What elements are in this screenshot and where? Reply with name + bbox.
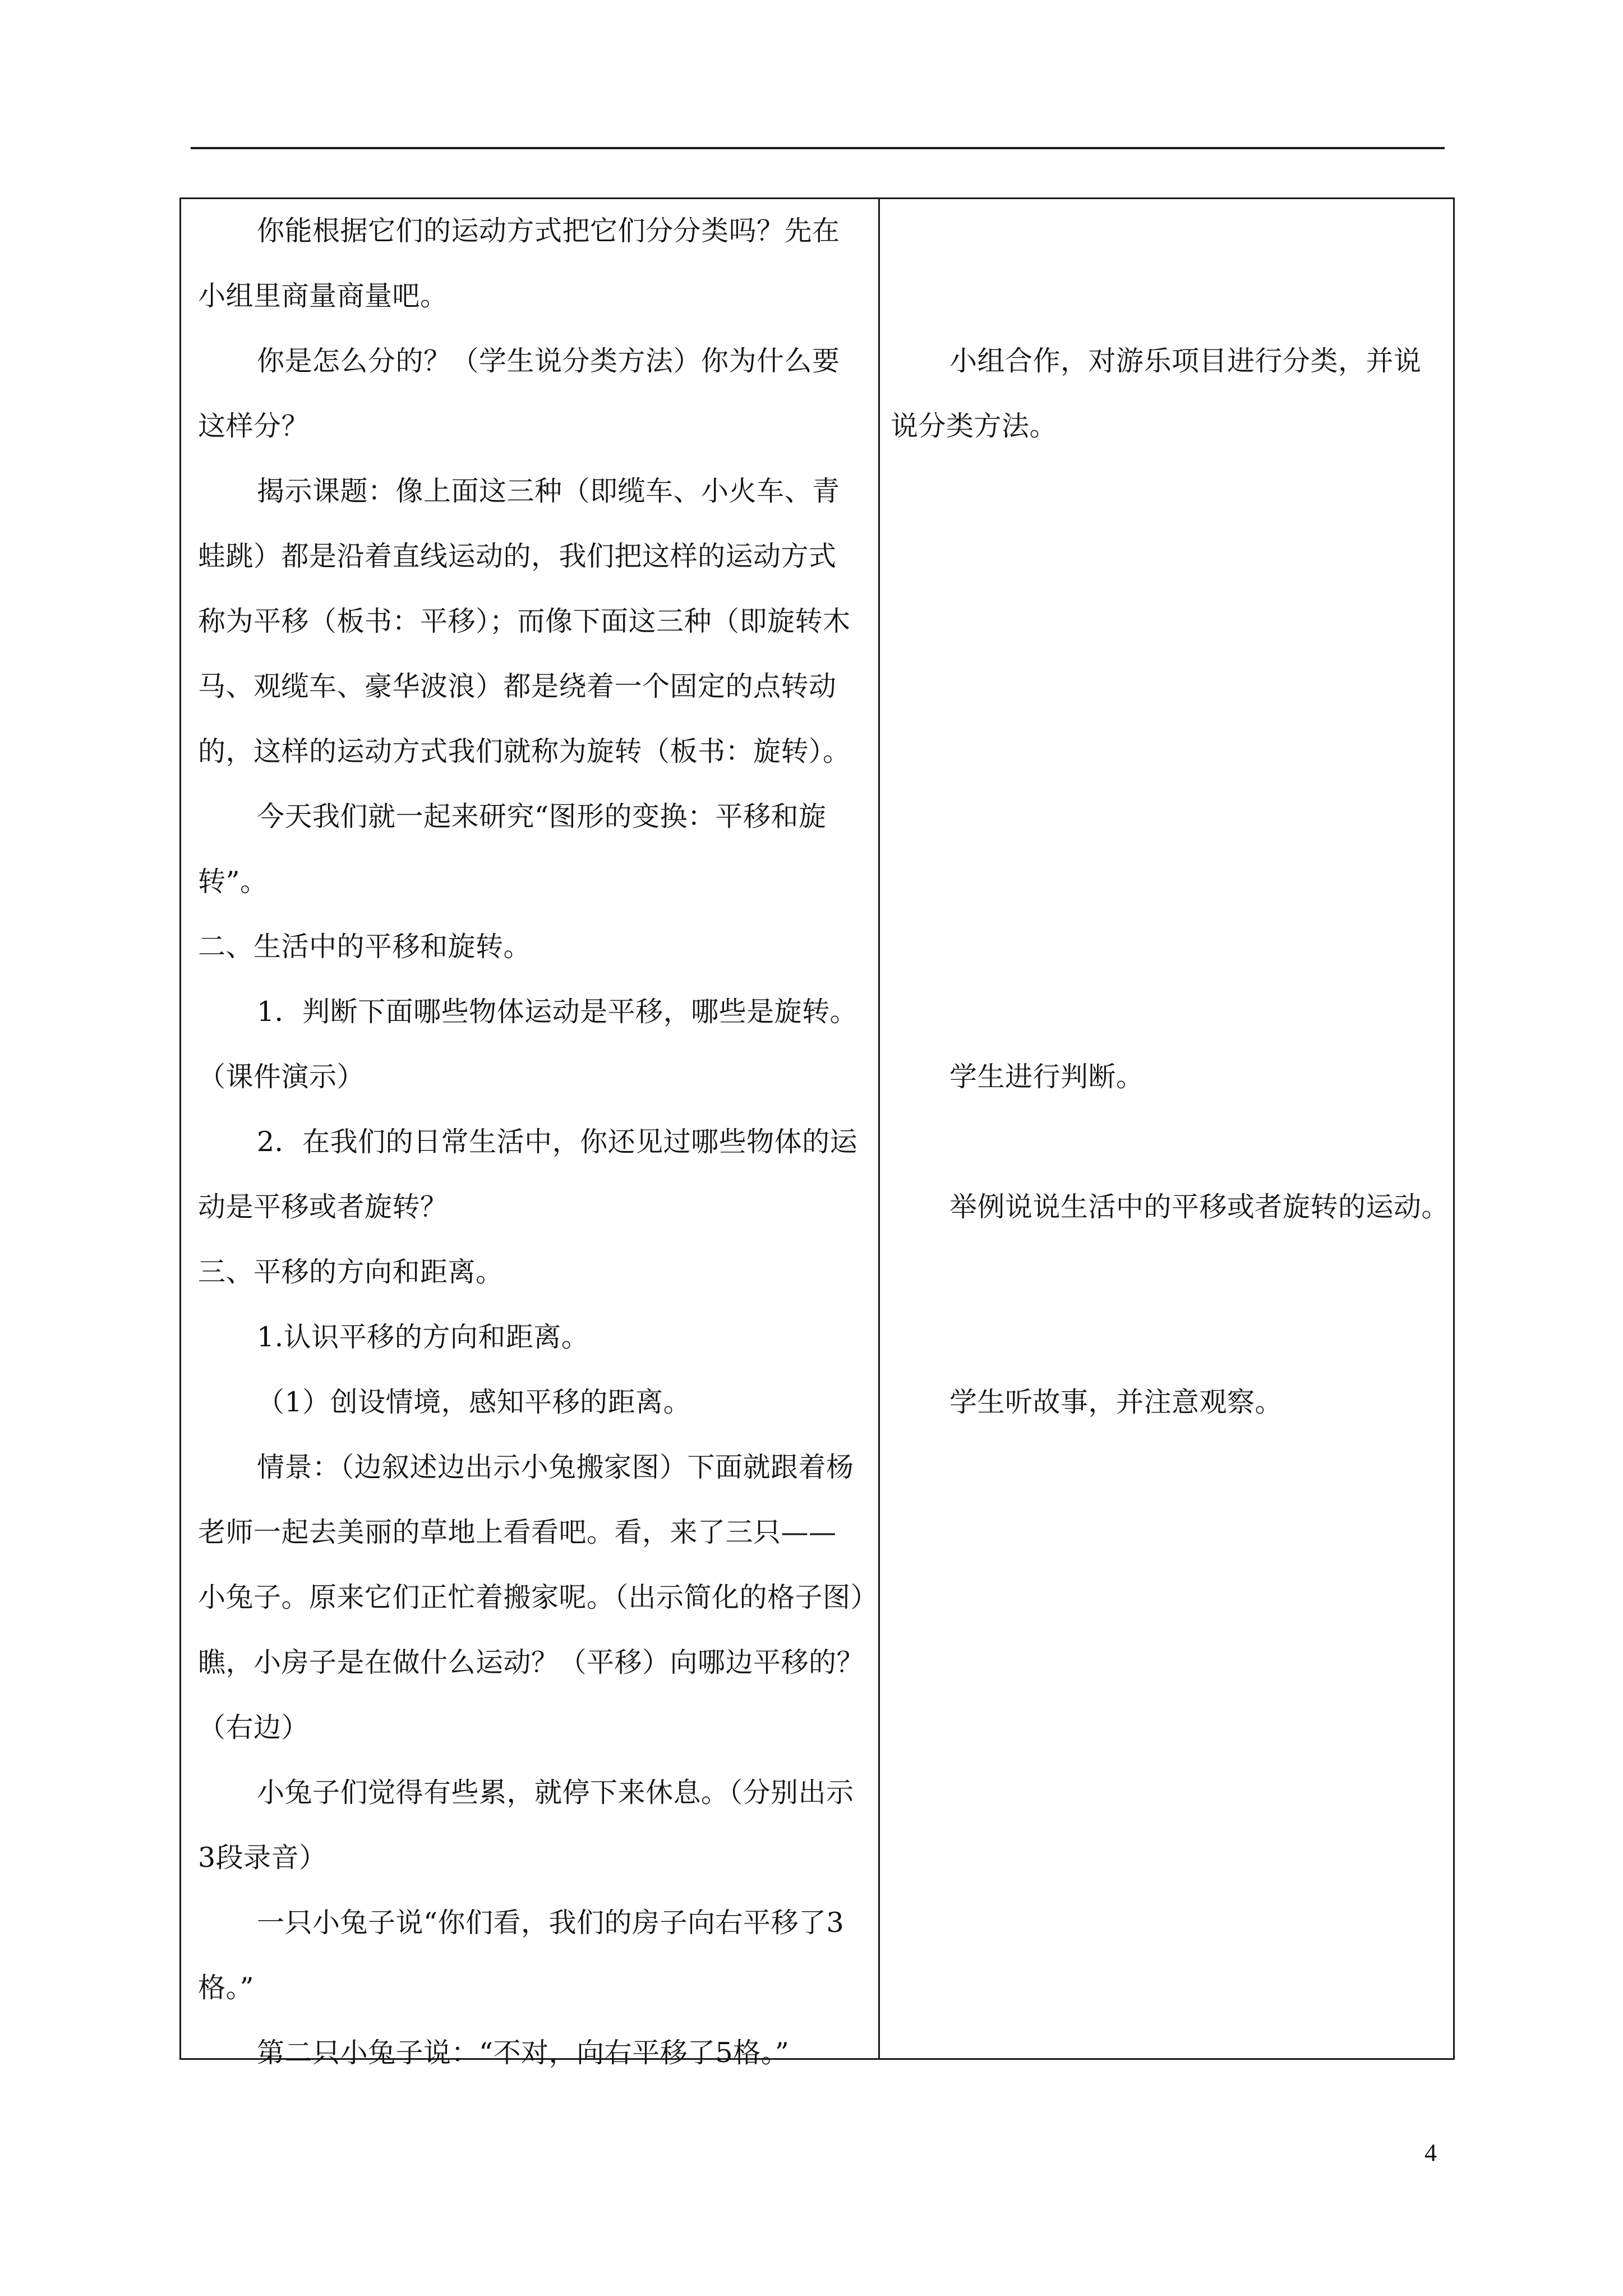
- text-line: 转”。: [198, 866, 268, 898]
- text-line: 瞧，小房子是在做什么运动？（平移）向哪边平移的？: [198, 1646, 865, 1678]
- text-line: 第二只小兔子说：“不对，向右平移了5格。”: [257, 2037, 790, 2069]
- text-line: 小兔子。原来它们正忙着搬家呢。（出示简化的格子图）: [198, 1581, 879, 1613]
- text-line: 今天我们就一起来研究“图形的变换：平移和旋: [257, 800, 827, 832]
- text-line: 这样分？: [198, 410, 310, 442]
- text-line: 你是怎么分的？（学生说分类方法）你为什么要: [257, 345, 840, 377]
- text-line: （右边）: [198, 1711, 310, 1743]
- text-line: 称为平移（板书：平移）；而像下面这三种（即旋转木: [198, 605, 851, 637]
- text-line: 1．判断下面哪些物体运动是平移，哪些是旋转。: [257, 996, 858, 1028]
- text-line: （1）创设情境，感知平移的距离。: [257, 1386, 691, 1418]
- text-line: 情景：（边叙述边出示小兔搬家图）下面就跟着杨: [257, 1451, 854, 1483]
- text-line: 揭示课题：像上面这三种（即缆车、小火车、青: [257, 475, 840, 507]
- text-line: （课件演示）: [198, 1061, 365, 1093]
- text-line: 动是平移或者旋转？: [198, 1191, 448, 1223]
- text-line: 说分类方法。: [891, 410, 1058, 442]
- text-line: 学生听故事，并注意观察。: [949, 1386, 1283, 1418]
- page-number: 4: [1424, 2139, 1437, 2166]
- section-heading: 二、生活中的平移和旋转。: [198, 931, 532, 963]
- lesson-table: [179, 197, 1455, 2069]
- text-line: 2．在我们的日常生活中，你还见过哪些物体的运: [257, 1126, 858, 1158]
- text-line: 举例说说生活中的平移或者旋转的运动。: [949, 1191, 1450, 1223]
- text-line: 的，这样的运动方式我们就称为旋转（板书：旋转）。: [198, 735, 851, 767]
- text-line: 马、观缆车、豪华波浪）都是绕着一个固定的点转动: [198, 670, 837, 702]
- text-line: 小组合作，对游乐项目进行分类，并说: [949, 345, 1422, 377]
- text-line: 老师一起去美丽的草地上看看吧。看，来了三只——: [198, 1516, 837, 1548]
- column-divider: [878, 199, 880, 2058]
- text-line: 你能根据它们的运动方式把它们分分类吗？先在: [257, 215, 840, 247]
- text-line: 小组里商量商量吧。: [198, 280, 448, 312]
- text-line: 蛙跳）都是沿着直线运动的，我们把这样的运动方式: [198, 540, 837, 572]
- header-rule: [191, 147, 1445, 149]
- text-line: 3段录音）: [198, 1842, 327, 1874]
- text-line: 学生进行判断。: [949, 1061, 1144, 1093]
- text-line: 小兔子们觉得有些累，就停下来休息。（分别出示: [257, 1777, 854, 1809]
- student-activity-cell: [891, 199, 1451, 2058]
- text-line: 1.认识平移的方向和距离。: [257, 1321, 589, 1353]
- section-heading: 三、平移的方向和距离。: [198, 1256, 504, 1288]
- text-line: 格。”: [198, 1972, 255, 2004]
- text-line: 一只小兔子说“你们看，我们的房子向右平移了3: [257, 1907, 845, 1939]
- teacher-activity-cell: [198, 199, 879, 2069]
